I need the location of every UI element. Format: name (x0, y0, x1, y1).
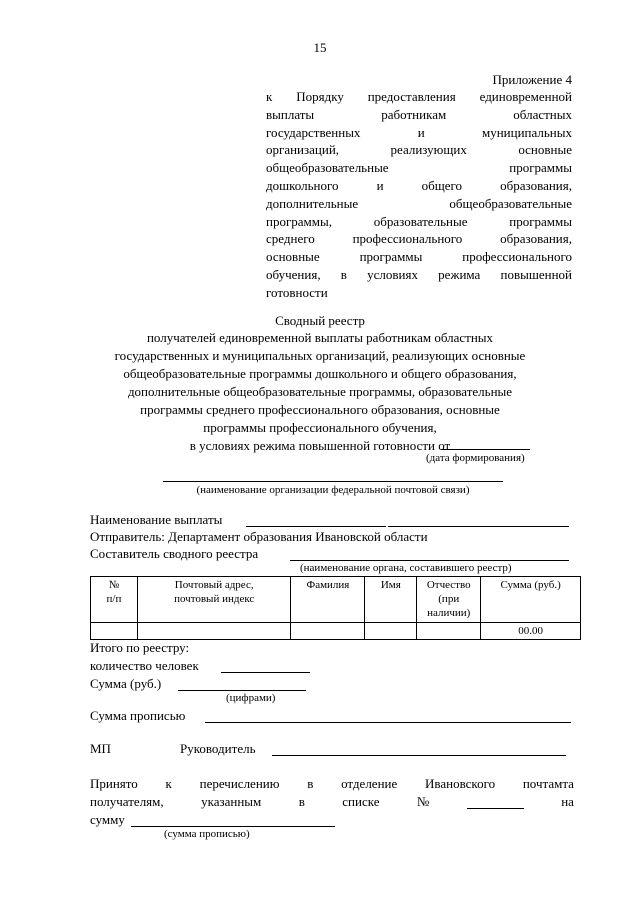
acceptance-word: перечислению (199, 776, 280, 791)
col-name-header-text: Имя (380, 579, 401, 591)
acceptance-word: Ивановского (425, 776, 496, 791)
table-header-row (91, 577, 581, 623)
acceptance-word: получателям, (90, 794, 164, 809)
acceptance-word: в (298, 794, 305, 809)
table-cell (417, 623, 481, 640)
appendix-text (266, 88, 572, 302)
table-cell-sum: 00.00 (481, 623, 581, 640)
appendix-line: к Порядку предоставления единовременной (266, 89, 572, 104)
table-cell (365, 623, 417, 640)
acceptance-word: Принято (90, 776, 138, 791)
compiler-caption: (наименование органа, составившего реестр) (300, 562, 512, 574)
appendix-line: дополнительные общеобразовательные (266, 195, 572, 211)
appendix-line: общеобразовательные программы (266, 160, 572, 176)
people-count-label: количество человек (90, 658, 199, 673)
appendix-line: готовности (266, 284, 328, 300)
table-cell (137, 623, 291, 640)
acceptance-word: почтамта (522, 776, 574, 791)
head-label: Руководитель (180, 741, 256, 756)
appendix-line: дошкольного и общего образования, (266, 177, 572, 193)
acceptance-word: к (165, 776, 172, 791)
list-number-line (467, 808, 524, 809)
sum-line (178, 690, 306, 691)
register-subtitle-line: общеобразовательные программы дошкольного и общего образования, (123, 366, 517, 381)
totals-label: Итого по реестру: (90, 640, 190, 655)
col-surname-header (291, 577, 365, 623)
acceptance-word: в (307, 776, 314, 791)
col-surname-header-text: Фамилия (306, 579, 350, 591)
register-subtitle-line: государственных и муниципальных организаций, реализующих основные (114, 348, 526, 363)
register-subtitle-line: программы профессионального обучения, (203, 420, 437, 435)
col-patronymic-header (417, 577, 481, 623)
col-sum-header-text: Сумма (руб.) (500, 579, 561, 591)
payment-name-label: Наименование выплаты (90, 512, 223, 527)
register-subtitle-line: программы среднего профессионального образования, основные (140, 402, 500, 417)
acceptance-word: № (416, 794, 430, 809)
date-caption: (дата формирования) (426, 452, 525, 464)
appendix-line: обучения, в условиях режима повышенной (266, 266, 572, 282)
col-name-header (365, 577, 417, 623)
register-subtitle-line: получателей единовременной выплаты работникам областных (146, 330, 494, 345)
appendix-title: Приложение 4 (492, 72, 572, 87)
page-number: 15 (313, 40, 327, 55)
sender-label: Отправитель: Департамент образования Ивановской области (90, 529, 428, 544)
payment-name-line-1 (246, 526, 386, 527)
col-sum-header (481, 577, 581, 623)
appendix-line: среднего профессионального образования, (266, 231, 572, 247)
acceptance-line-1 (90, 776, 574, 792)
head-signature-line (272, 755, 566, 756)
table-cell (291, 623, 365, 640)
table-cell (91, 623, 138, 640)
compiler-line (290, 560, 569, 561)
col-number-header (91, 577, 138, 623)
acceptance-word: отделение (341, 776, 398, 791)
payment-name-line-2 (388, 526, 569, 527)
date-blank-line (441, 449, 530, 450)
appendix-line: основные программы профессионального (266, 249, 572, 265)
register-subtitle-line: в условиях режима повышенной готовности от (189, 438, 451, 453)
appendix-line: программы, образовательные программы (266, 213, 572, 229)
sum-caption: (цифрами) (226, 692, 276, 704)
col-address-header-text: Почтовый адрес, почтовый индекс (174, 579, 255, 605)
register-table (90, 576, 581, 640)
stamp-mp: МП (90, 741, 111, 756)
col-address-header (137, 577, 291, 623)
acceptance-sum-caption: (сумма прописью) (164, 828, 250, 840)
sum-words-line (205, 722, 571, 723)
compiler-label: Составитель сводного реестра (90, 546, 259, 561)
people-count-line (221, 672, 310, 673)
sum-label: Сумма (руб.) (90, 676, 162, 691)
acceptance-sum-label: сумму (90, 812, 125, 827)
col-number-header-text: № п/п (106, 579, 122, 605)
register-subtitle-line: дополнительные общеобразовательные программы, образовательные (127, 384, 513, 399)
sum-words-label: Сумма прописью (90, 708, 186, 723)
appendix-line: выплаты работникам областных (266, 106, 572, 122)
appendix-line: организаций, реализующих основные (266, 142, 572, 158)
acceptance-sum-line (131, 826, 335, 827)
org-blank-line (163, 481, 503, 482)
table-row (91, 623, 581, 640)
acceptance-word: указанным (201, 794, 262, 809)
acceptance-word: на (561, 794, 574, 809)
acceptance-word: списке (342, 794, 380, 809)
org-caption: (наименование организации федеральной почтовой связи) (196, 484, 470, 496)
col-patronymic-header-text: Отчество (при наличии) (426, 579, 471, 619)
register-heading: Сводный реестр (275, 313, 365, 328)
register-subtitle (80, 329, 560, 455)
appendix-line: государственных и муниципальных (266, 124, 572, 140)
